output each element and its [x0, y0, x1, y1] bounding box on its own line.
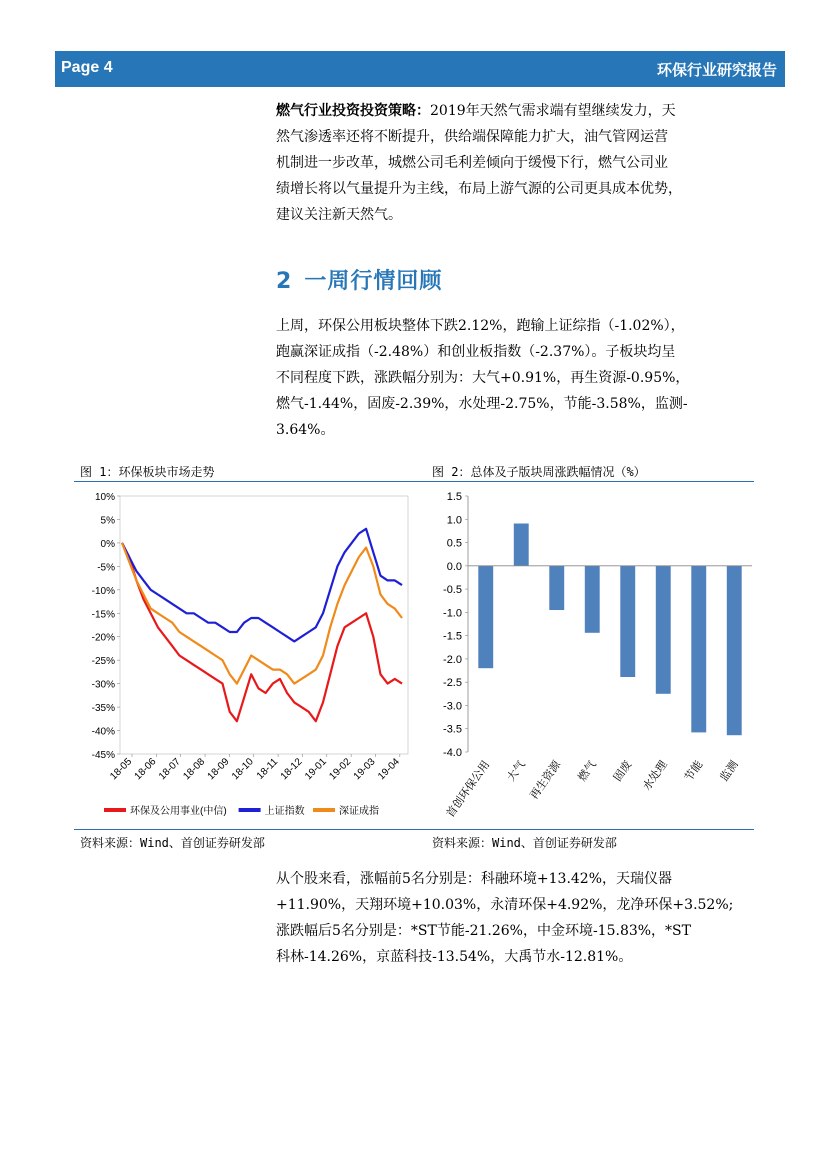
bar	[514, 524, 529, 566]
figure-1-caption: 图 1：环保板块市场走势	[80, 465, 215, 479]
y-tick-label: -45%	[91, 750, 115, 761]
y-tick-label: -2.0	[443, 653, 462, 666]
text-line: 2019年天然气需求端有望继续发力，天	[430, 103, 676, 119]
plot-area	[120, 496, 408, 754]
text-line: 建议关注新天然气。	[276, 207, 402, 223]
figure-1-source: 资料来源：Wind、首创证券研发部	[80, 836, 265, 850]
y-tick-label: -1.5	[443, 630, 462, 643]
text-line: 上周，环保公用板块整体下跌2.12%，跑输上证综指（-1.02%），	[276, 318, 685, 334]
y-tick-label: -20%	[91, 632, 115, 644]
figure-2-source: 资料来源：Wind、首创证券研发部	[432, 836, 617, 850]
x-tick-label: 18-08	[181, 756, 208, 783]
bar	[656, 566, 671, 694]
x-tick-label: 首创环保公用	[444, 758, 493, 820]
section-heading	[276, 264, 442, 295]
text-line: 燃气-1.44%，固废-2.39%，水处理-2.75%，节能-3.58%，监测-	[276, 396, 688, 412]
y-tick-label: 5%	[100, 515, 115, 527]
y-tick-label: -15%	[91, 609, 115, 621]
legend-label: 深证成指	[339, 806, 379, 817]
x-tick-label: 节能	[682, 758, 706, 784]
x-tick-label: 19-01	[303, 756, 329, 783]
x-tick-label: 18-11	[254, 756, 281, 782]
bar	[478, 566, 493, 668]
gas-strategy-label: 燃气行业投资投资策略：	[276, 103, 430, 119]
y-tick-label: -25%	[91, 656, 115, 668]
figure-top-rule	[74, 481, 754, 482]
series-line	[122, 543, 402, 684]
y-tick-label: -30%	[91, 679, 115, 691]
section-title: 一周行情回顾	[304, 269, 443, 294]
x-tick-label: 19-02	[327, 756, 354, 783]
x-tick-label: 18-10	[229, 756, 256, 783]
x-tick-label: 19-03	[351, 756, 378, 783]
series-line	[122, 529, 402, 642]
text-line: 跑赢深证成指（-2.48%）和创业板指数（-2.37%）。子板块均呈	[276, 344, 676, 360]
report-title: 环保行业研究报告	[656, 61, 777, 79]
page-header	[55, 51, 785, 87]
x-tick-label: 18-07	[156, 756, 183, 783]
y-tick-label: -3.5	[443, 723, 462, 736]
text-line: 绩增长将以气量提升为主线，布局上游气源的公司更具成本优势，	[276, 181, 682, 197]
x-tick-label: 18-09	[205, 756, 232, 783]
page-number: Page 4	[61, 59, 113, 76]
weekly-change-bar-chart	[420, 484, 760, 824]
y-tick-label: 0.5	[446, 537, 462, 550]
gas-strategy-paragraph	[276, 98, 788, 228]
y-tick-label: -10%	[91, 585, 115, 597]
y-tick-label: 1.5	[446, 491, 462, 503]
x-tick-label: 再生资源	[528, 758, 564, 802]
figure-2-caption: 图 2：总体及子版块周涨跌幅情况（%）	[432, 465, 646, 479]
section-number: 2	[276, 269, 293, 294]
text-line: 从个股来看，涨幅前5名分别是：科融环境+13.42%，天瑞仪器	[276, 871, 673, 887]
text-line: 3.64%。	[276, 422, 335, 438]
series-line	[122, 543, 402, 721]
y-tick-label: -5%	[97, 562, 115, 574]
x-tick-label: 水处理	[640, 758, 670, 793]
x-tick-label: 18-06	[132, 756, 159, 783]
market-trend-chart	[74, 484, 414, 824]
bar	[549, 566, 564, 610]
x-tick-label: 19-04	[376, 756, 402, 783]
y-tick-label: -1.0	[443, 607, 462, 620]
bar	[727, 566, 742, 735]
x-tick-label: 大气	[505, 758, 528, 784]
text-line: 科林-14.26%，京蓝科技-13.54%，大禹节水-12.81%。	[276, 949, 633, 965]
text-line: 不同程度下跌，涨跌幅分别为：大气+0.91%，再生资源-0.95%，	[276, 370, 690, 386]
y-tick-label: -35%	[91, 703, 115, 715]
y-tick-label: 0.0	[446, 560, 462, 573]
y-tick-label: 1.0	[446, 514, 462, 527]
y-tick-label: -4.0	[443, 747, 462, 759]
text-line: 机制进一步改革，城燃公司毛利差倾向于缓慢下行，燃气公司业	[276, 155, 668, 171]
figure-bottom-rule	[74, 829, 754, 830]
text-line: +11.90%，天翔环境+10.03%，永清环保+4.92%，龙净环保+3.52%;	[276, 897, 734, 913]
y-tick-label: -0.5	[443, 584, 462, 597]
x-tick-label: 18-12	[278, 756, 305, 783]
x-tick-label: 18-05	[108, 756, 135, 783]
bar	[620, 566, 635, 677]
bar	[585, 566, 600, 633]
text-line: 涨跌幅后5名分别是：*ST节能-21.26%，中金环境-15.83%，*ST	[276, 923, 691, 939]
stocks-paragraph	[276, 866, 788, 970]
x-tick-label: 固废	[611, 758, 635, 784]
x-tick-label: 燃气	[576, 758, 599, 784]
legend-label: 上证指数	[264, 806, 305, 817]
bar	[691, 566, 706, 733]
y-tick-label: -3.0	[443, 700, 462, 713]
y-tick-label: -40%	[91, 726, 115, 738]
legend-label: 环保及公用事业(中信)	[130, 806, 227, 817]
y-tick-label: 0%	[100, 538, 115, 550]
weekly-review-paragraph	[276, 313, 788, 443]
x-tick-label: 监测	[718, 758, 741, 784]
text-line: 然气渗透率还将不断提升，供给端保障能力扩大，油气管网运营	[276, 129, 668, 145]
y-tick-label: 10%	[94, 492, 115, 503]
y-tick-label: -2.5	[443, 677, 462, 690]
